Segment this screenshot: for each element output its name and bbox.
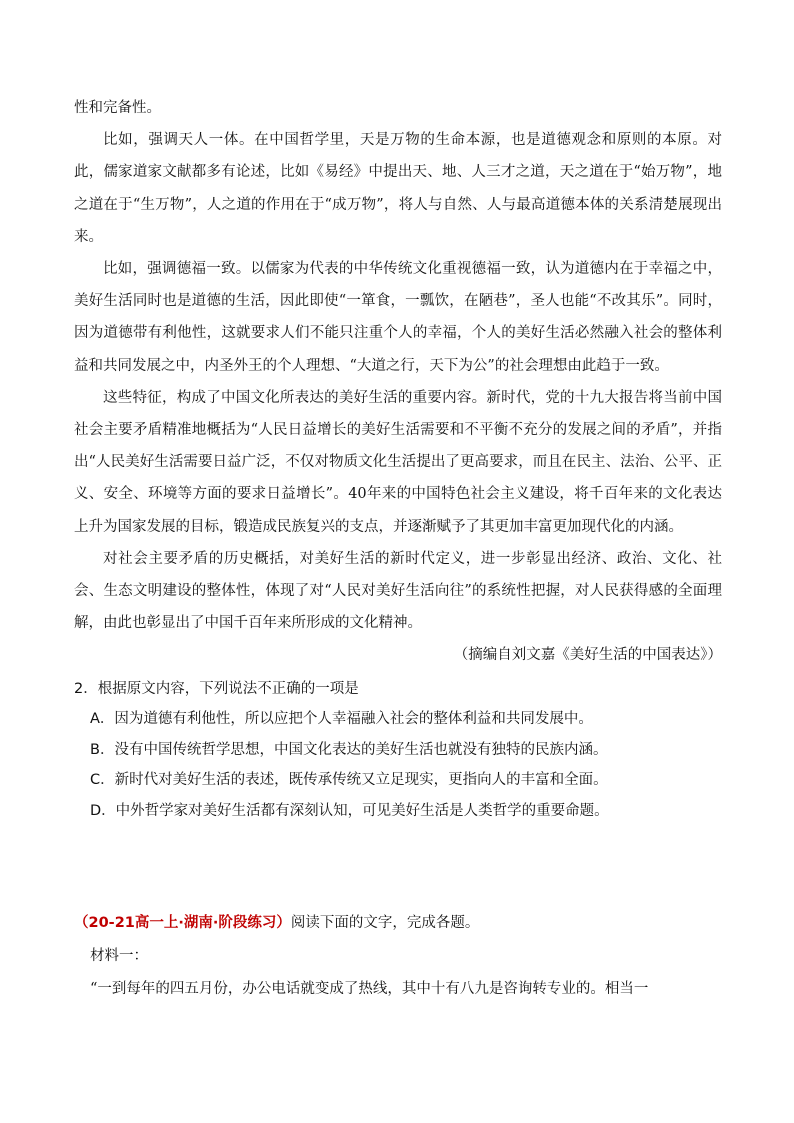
section-instruction: 阅读下面的文字，完成各题。: [290, 915, 480, 931]
question-title: 2．根据原文内容，下列说法不正确的一项是: [74, 680, 359, 697]
next-section: [74, 908, 734, 1004]
passage-paragraph-3: 这些特征，构成了中国文化所表达的美好生活的重要内容。新时代，党的十九大报告将当前中国社会主要矛盾精准地概括为“人民日益增长的美好生活需要和不平衡不充分的发展之间的矛盾”，并指出“人民美好生活需要日益广泛，不仅对物质文化生活提出了更高要求，而且在民主、法治、公平、正义、安全、环境等方面的要求日益增长”。40年来的中国特色社会主义建设，将千百年来的文化表达上升为国家发展的目标，锻造成民族复兴的支点，并逐渐赋予了其更加丰富更加现代化的内涵。: [74, 389, 722, 535]
passage-paragraph-4: 对社会主要矛盾的历史概括，对美好生活的新时代定义，进一步彰显出经济、政治、文化、社会、生态文明建设的整体性，体现了对“人民对美好生活向往”的系统性把握，对人民获得感的全面理解，由此也彰显出了中国千百年来所形成的文化精神。: [74, 550, 722, 632]
option-d[interactable]: D．中外哲学家对美好生活都有深刻认知，可见美好生活是人类哲学的重要命题。: [90, 802, 609, 819]
passage-source: （摘编自刘文嘉《美好生活的中国表达》）: [453, 647, 722, 664]
question-block: [74, 674, 722, 827]
source-tag: （20-21高一上·湖南·阶段练习）: [74, 915, 291, 931]
passage-paragraph-2: 比如，强调德福一致。以儒家为代表的中华传统文化重视德福一致，认为道德内在于幸福之中，美好生活同时也是道德的生活，因此即使“一箪食，一瓢饮，在陋巷”，圣人也能“不改其乐”。同时，因为道德带有利他性，这就要求人们不能只注重个人的幸福，个人的美好生活必然融入社会的整体利益和共同发展之中，内圣外王的个人理想、“大道之行，天下为公”的社会理想由此趋于一致。: [74, 261, 722, 374]
option-b[interactable]: B．没有中国传统哲学思想，中国文化表达的美好生活也就没有独特的民族内涵。: [90, 741, 608, 758]
passage-paragraph-0: 性和完备性。: [74, 100, 161, 116]
material-first-line: “一到每年的四五月份，办公电话就变成了热线，其中十有八九是咨询转专业的。相当一: [90, 981, 649, 997]
option-c[interactable]: C．新时代对美好生活的表述，既传承传统又立足现实，更指向人的丰富和全面。: [90, 772, 608, 789]
section-header: [74, 908, 734, 938]
option-a[interactable]: A．因为道德有利他性，所以应把个人幸福融入社会的整体利益和共同发展中。: [90, 711, 593, 728]
passage-paragraph-1: 比如，强调天人一体。在中国哲学里，天是万物的生命本源，也是道德观念和原则的本原。对此，儒家道家文献都多有论述，比如《易经》中提出天、地、人三才之道，天之道在于“始万物”，地之道在于“生万物”，人之道的作用在于“成万物”，将人与自然、人与最高道德本体的关系清楚展现出来。: [74, 132, 722, 245]
passage-block: [74, 92, 722, 826]
material-label: 材料一：: [90, 948, 148, 964]
